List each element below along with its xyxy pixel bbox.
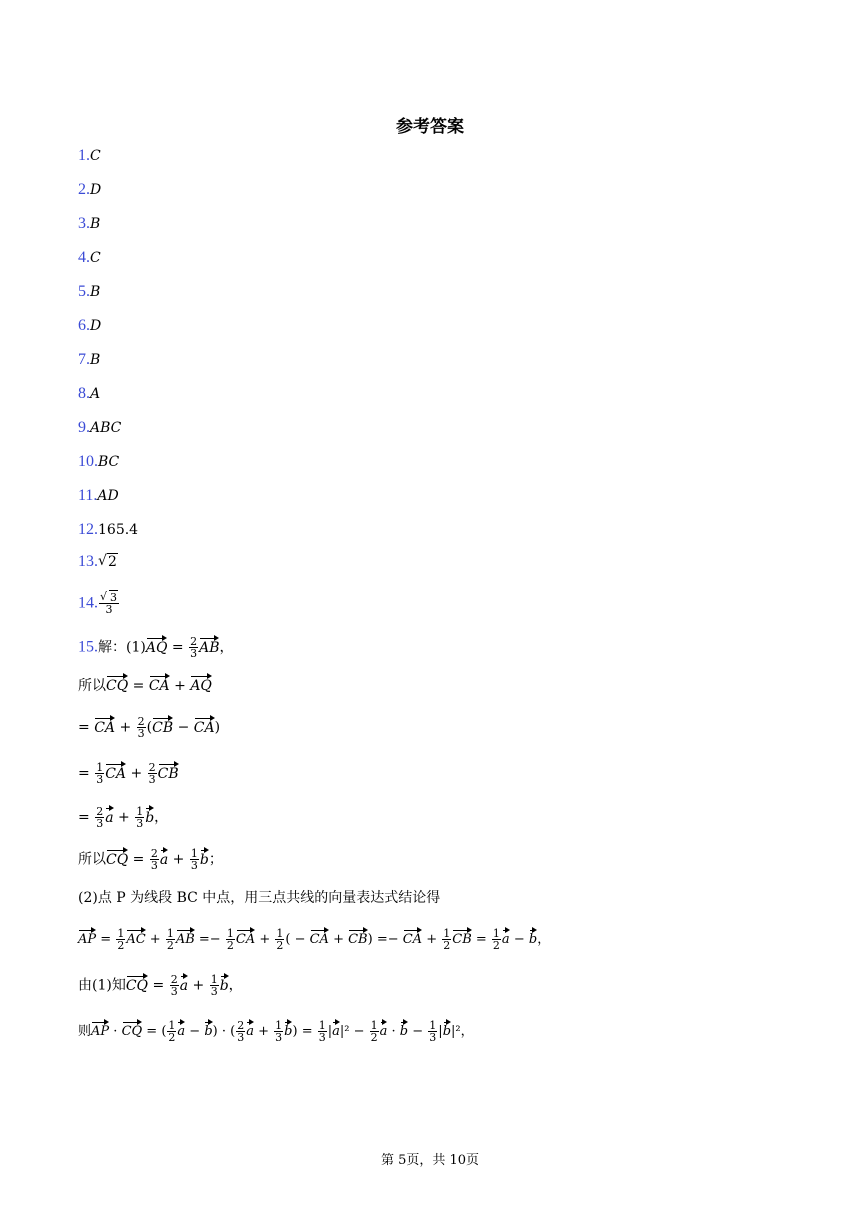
answer-line: 11.AD bbox=[78, 487, 119, 504]
answer-line: 7.B bbox=[78, 351, 101, 368]
sqrt-expression: √ 2 bbox=[98, 552, 118, 572]
answer-line: 6.D bbox=[78, 317, 102, 334]
q15-line-4: = $\frac{1}{3}$ CA + $\frac{2}{3}$ CB bbox=[78, 761, 179, 786]
answer-line: 4.C bbox=[78, 249, 101, 266]
answer-line: 14. √ $\frac{3}{3}$ bbox=[78, 592, 120, 615]
q15-line-2: 所以CQ = CA + AQ bbox=[78, 678, 212, 694]
page-footer: 第 5页，共 10页 bbox=[380, 1153, 480, 1168]
answer-line: 10.BC bbox=[78, 453, 120, 470]
answer-line: 1.C bbox=[78, 147, 101, 164]
q15-line-1: 15.解：(1)AQ = $\frac{2}{3}$ AB， bbox=[78, 635, 234, 660]
page-title: 参考答案 bbox=[396, 117, 464, 137]
answer-line: 8.A bbox=[78, 385, 101, 402]
q15-line-3: = CA + $\frac{2}{3}$ (CB − CA) bbox=[78, 715, 221, 740]
answer-line: 3.B bbox=[78, 215, 101, 232]
answer-line: 5.B bbox=[78, 283, 101, 300]
fraction: √ $\frac{3}{3}$ bbox=[99, 592, 119, 615]
q15-line-6: 所以CQ = $\frac{2}{3}$ a + $\frac{1}{3}$ b； bbox=[78, 847, 223, 872]
answer-line: 12.165.4 bbox=[78, 521, 139, 538]
q15-line-8: AP = $\frac{1}{2}$ AC + $\frac{1}{2}$ AB =− $\frac{1}{2}$ CA + $\frac{1}{2}$ ( − CA + CB) =− CA + $\frac{1}{2}$ CB = $\frac{1}{2}$ a − b， bbox=[78, 927, 551, 952]
q15-line-5: = $\frac{2}{3}$ a + $\frac{1}{3}$ b， bbox=[78, 805, 169, 830]
answer-line: 13.√ 2 bbox=[78, 552, 118, 572]
q15-line-7: (2)点 P 为线段 BC 中点，用三点共线的向量表达式结论得 bbox=[78, 890, 441, 906]
answer-line: 9.ABC bbox=[78, 419, 122, 436]
answer-line: 2.D bbox=[78, 181, 102, 198]
q15-line-9: 由(1)知CQ = $\frac{2}{3}$ a + $\frac{1}{3}$ b， bbox=[78, 973, 243, 998]
q15-line-10: 则AP · CQ = ( $\frac{1}{2}$ a − b) · ( $\frac{2}{3}$ a + $\frac{1}{3}$ b) = $\frac{1}{3}$ |a|² − $\frac{1}{2}$ a · b − $\frac{1}{3}$ |b|²， bbox=[78, 1019, 474, 1044]
